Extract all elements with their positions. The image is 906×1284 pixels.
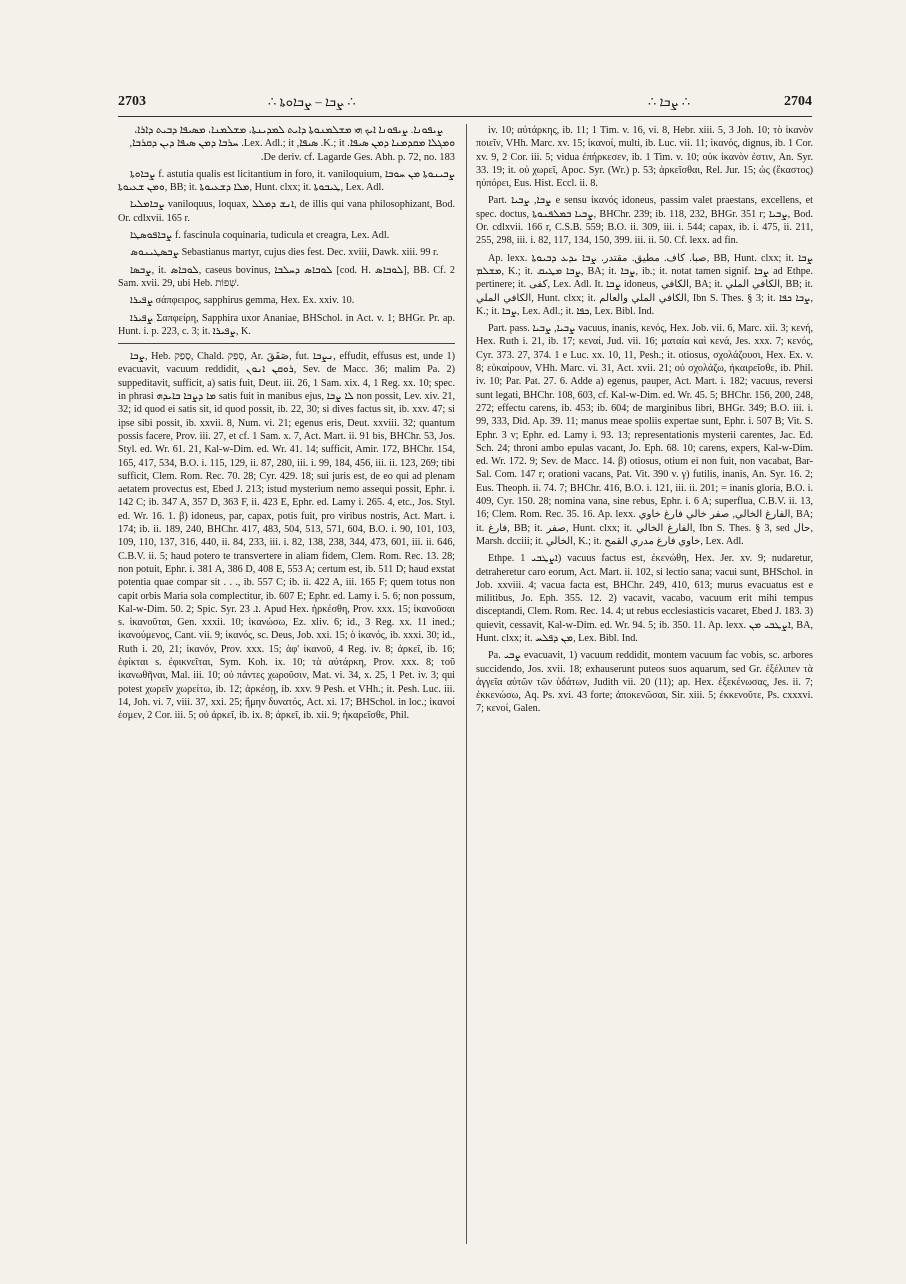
dictionary-entry: Ap. lexx. صبا. كاف. مطيق. مقتدر. ܨܒܐ ܝܕܥ ܕܒܝܘܬܐ, BB, Hunt. clxx; it. ܨܒܐ ܡܫܠܡ, K.; it. ܨܒܐ ܡܛܝܩ, BA; it. ܨܒܐ, ib.; it. notat tamen signif. ܨܒܐ ad Ethpe. pertinere; it. كفى, Lex. Adl. It. ܨܒܐ idoneus, الكافي, BA; it. الكافي الملي, BB; it. الكافي الملي, Hunt. clxx; it. الكافي الملي والعالم, Ibn S. Thes. § 3; it. ܨܒܐ ܟܦܐ, K.; it. ܨܒܐ, Lex. Adl.; it. ܟܦܐ, Lex. Bibl. Ind. [476,252,814,317]
dictionary-entry: Part. ܨܒܐ, ܨܒܝܐ e sensu ἱκανός idoneus, passim valet praestans, excellens, et spec. doctus, ܨܒܝܐ ܒܡܠܦܢܘܬܐ, BHChr. 239; ib. 118, 232, BHGr. 351 r; ܨܒܝܐ, Bod. Or. cdlxvii. 166 r, C.S.B. 559; B.O. ii. 309, iii. i. 544; capax, ib. i. 475, ii. 211, 255, 298, iii. i. 82, 117, 134, 150, 399. iii. ii. 50. Cf. lexx. ad fin. [476,195,814,247]
dictionary-entry: ܨܒܐ, Heb. סָפַק, Chald. סְפַק, Ar. صَفَقَ, fut. ܢܨܒܐ, effudit, effusus est, unde 1) evacuavit, vacuum reddidit, ܪܘܩܢ ܐܢܘܢ, Sev. de Macc. 36; malim Pa. 2) suppeditavit, sufficit, a) satis fuit, Deut. iii. 26, 1 Sam. xix. 4, 1 Reg. xx. 10; spec. in phrasi ܡܐ ܕܨܒܐ ܒܐܝܕܗ satis fuit in manibus ejus, ܠܐ ܨܒܐ non possit, Lev. xiv. 21, 32; id quod ei satis sit, id quod possit, ib. 22, 30; si dives factus sit, ib. xxv. 47; si ipse sibi possit, ib. xxvii. 8, Num. vi. 21; egenus eris, Deut. xxviii. 32; quantum possis facere, Prov. iii. 27, et cf. 1 Sam. x. 7, Act. Mart. ii. 91 bis, BHChr. 53, Jos. Styl. ed. Wr. 61. 21, Kal-w-Dim. ed. Wr. 41. 14; sufficit, Amir. 172, BHChr. 154, 165, 417, 534, B.O. i. 115, 129, ii. 87, 280, iii. i. 99, 184, 456, iii. ii. 123, 269; tibi sufficit, Clem. Rom. Rec. 70. 28; Cyr. 429. 18; sui juris est, de eo qui ad plenam aetatem provectus est, Ebed J. 213; istud mysterium nemo assequi possit, Ephr. i. 142 C; ib. 347 A, 357 D, 363 F, ii. 423 E, Ephr. ed. Lamy i. 265. 4, etc., Jos. Styl. ed. Wr. 16. 1. β) idoneus, par, capax, potis fuit, pro viribus nostris, Act. Mart. i. 174; ib. ii. 189, 240, BHChr. 417, 483, 504, 513, 571, 604, B.O. i. 90, 101, 103, 109, 110, 137, 316, 440, ii. 84, 233, iii. i. 82, 138, 238, 344, 473, 601, iii. ii. 646, C.B.V. ii. 5; haud potero te transvertere in aliam fidem, Clem. Rom. Rec. 13. 28; non potuit, Ephr. i. 381 A, 386 D, 408 E, 553 A; certum est, ib. 511 D; haud exstat potentia quae compar sit . . ., ib. 557 C; ib. ii. 422 A, iii. 165 F; quem totus non capit orbis Maria sola complectitur, ib. 607 E; Ephr. ed. Lamy i. 5. 6; non possum, Kal-w-Dim. 50. 2; Spic. Syr. ܐ. 23. Apud Hex. ἠρκέσθη, Prov. xxx. 15; ἱκανοῦσαι s. ἱκανοῦται, Gen. xxxii. 10; ἱκανώσω, Ez. xliv. 6; id., 3 Reg. xx. 11 ined.; ἱκανούμενος, Cant. vii. 9; ἱκανός, sc. Deus, Job. xxi. 15; ὁ ἱκανός, ib. xxxi. 30; id., Ruth i. 20, 21; ἱκανόν, Prov. xxx. 15; ἀφ' ἱκανοῦ, 4 Reg. iv. 8; ἀρκεῖ, ib. 16; ἐφίκται s. ἐφικνεῖται, Sym. Koh. ix. 10; τὰ αὐτάρκη, Prov. xxx. 8; τοῦ ἱκανωθῆναι, Mal. iii. 10; οὐ πάντες χωροῦσιν, Mat. vi. 34, x. 25, 1 Pet. iv. 3; qui potest χωρεῖν χωρείτω, ib. 12; ἀρκέσῃ, ib. xxv. 9 Pesh. et VHh.; it. Pesh. Luc. iii. 14, Joh. vi. 7, viii. 37, xxi. 25; ἤμην δυνατός, Act. xi. 17; BHSchol. in loc.; ἱκανοί ἐσμεν, 2 Cor. iii. 5; οὐ ἀρκεῖ, ib. ix. 8; ἀρκεῖ, ib. xii. 9; ἠκαρεῖσθε, Phil. [118,351,455,722]
running-head-left: ∴ ܨܒܐ – ܨܒܐܘܬܐ ∴ [268,94,356,109]
section-divider [118,343,455,344]
dictionary-entry: ܨܒܣܛܝܢܘܣ Sebastianus martyr, cujus dies fest. Dec. xviii, Dawk. xiii. 99 r. [130,247,439,259]
left-column [118,124,455,726]
dictionary-entry: Part. pass. ܨܒܝܐ, ܨܒܝܐ vacuus, inanis, κενός, Hex. Job. vii. 6, Marc. xii. 3; κενή, Hex. Ruth i. 21, ib. 17; κεναί, Jud. vii. 16; ματαία καὶ κενά, Jes. xxx. 7; κενός, Cyr. 373. 27, 374. 1 e Luc. xx. 10, 11, Pesh.; it. otiosus, σχολάζουσι, Hex. Ex. v. 8; εὐκαίρουν, VHh. Marc. vi. 31, Act. xvii. 21; οὐ σχολάζω, ἠκαιρεῖσθε, ib. Phil. iv. 10; Par. Pat. 27. 6. Adde a) egenus, pauper, Act. Mart. i. 182; vacuus, reversi sunt legati, BHChr. 108, 603, cf. Kal-w-Dim. ed. Wr. 45. 5; BHChr. 156, 200, 248, 272; effectu carens, ib. 453; ib. 604; de marginibus libri, BHGr. 349; B.O. iii. i. 99, 333, Did. Ap. 39. 11; manus meae spoliis expertae sunt, Ephr. i. 507 B; Vit. S. Ephr. 3 v; Ephr. ed. Lamy i. 93. 13; representationis mysterii carentes, Jac. Ed. Sch. 24; throni ambo epulas vacant, Jo. Eph. 68. 10; carens, expers, Kal-w-Dim. ed. Wr. 172. 9; Sev. de Macc. 14. β) otiosus, otium ei non fuit, non vacabat, Bar-Sal. Com. 147 r; orationi vacans, Pat. Vit. 390 v. γ) futilis, inanis, An. Syr. 16. 2; Eus. Theoph. ii. 74. 7; BHChr. 416, B.O. i. 121, iii. ii. 201; = inanis gloria, B.O. i. 409, Cyr. 150. 28; nomina vana, sine rebus, Ephr. i. 6 A; superflua, C.B.V. ii. 13, 16; Clem. Rom. Rec. 35. 16. Ap. lexx. الفارغ الخالي, صفر خالي فارغ خاوي, BA; it. فارغ, BB; it. صفر, Hunt. clxx; it. الفارغ الخالي, Ibn S. Thes. § 3, sed حال, Marsh. dcciii; it. الخالي, K.; it. خاوي فارغ مدري القمح, Lex. Adl. [476,323,814,547]
dictionary-entry: Pa. ܨܒܝ evacuavit, 1) vacuum reddidit, montem vacuum fac vobis, sc. arbores succidendo, Jos. xvii. 18; exhauserunt puteos suos aquarum, sed Gr. ἐξέλιπεν τὰ ἀγγεῖα αὐτῶν τῶν ὑδάτων, Judith vii. 20 (11); ap. Hex. ἐξεκένωσας, Jes. ii. 7; ἐκκενώσω, Aq. Ps. xvi. 43 forte; ἀποκενῶσαι, Sir. xiii. 5; ἐκκενοῦτε, Ps. cxxxvi. 7; κενοί, Galen. [476,650,813,715]
dictionary-entry: ܨܦܝܪܐ σάπφειρος, sapphirus gemma, Hex. Ex. xxiv. 10. [130,295,355,307]
dictionary-entry: Ethpe. ܐܨܛܒܝ 1) vacuus factus est, ἐκενώθη, Hex. Jer. xv. 9; nudaretur, detraheretur caro eorum, Act. Mart. ii. 102, si lectio sana; vacui sunt, BHSchol. in Job. xxviii. 4; vacua facta est, BHChr. 249, 410, 613; murus evacuatus est e militibus, Jo. Eph. 355. 12. 2) vacavit, vacabo, vacuum erit mihi tempus disceptandi, Clem. Rom. Rec. 14. 4; ut rebus ecclesiasticis vacaret, Ebed J. 183. 3) quievit, cessavit, Kal-w-Dim. ed. Wr. 94. 5; ib. 350. 11. Ap. lexx. ܐܨܛܒܝ ܡܢ, BA, Hunt. clxx; it. ܡܢ ܕܦܠܚ, Lex. Bibl. Ind. [476,553,814,644]
dictionary-entry: ܨܦܝܪܐ Σαπφείρη, Sapphira uxor Ananiae, BHSchol. in Act. v. 1; BHGr. Pr. ap. Hunt. i. p. 223, c. 3; it. ܨܦܝܪܐ, K. [118,312,455,337]
dictionary-entry: ܨܒܐܘܬܐ f. astutia qualis est licitantium in foro, it. vaniloquium, ܨܒܝܢܘܬܐ ܡܢ ܚܘܒܐ ܘܡܢ ܫܥܝܘܬܐ, BB; it. ܡܠܐ ܕܫܥܝܘܬܐ, Hunt. clxx; it. ܛܝܒܘܬܐ, Lex. Adl. [118,168,455,194]
page-number-right: 2704 [784,94,812,109]
dictionary-entry: ܨܝܦܘܢܐ. ܨܝܦܘܢܐ ܐܝܟ ܗܝ ܡܫܠܡܢܘܬܐ ܕܐܝܬ ܠܡܕܝܢܬܐ، ܡܫܠܡܢܐ، ܡܣܝܦܐ ܕܒܝܬ ܕܐܪܐ، ܘܡܓܠܐ ܡܩܕܡܢܐ ܕܡܢ ܣܝܦܐ. K.; it. ܣܝܦܐ, Lex. Adl.; it. ܚܪܒܐ ܕܡܢ ܣܝܦܐ ܕܝܢ ܕܩܪܒܐ, De deriv. cf. Lagarde Ges. Abh. p. 72, no. 183. [129,125,455,163]
header-rule [118,116,812,117]
dictionary-entry: ܨܒܐܦܘܣܛܐ f. fascinula coquinaria, tudicula et creagra, Lex. Adl. [130,230,390,242]
dictionary-entry: iv. 10; αὐτάρκης, ib. 11; 1 Tim. v. 16, vi. 8, Hebr. xiii. 5, 3 Joh. 10; τὸ ἱκανὸν ποιεῖν, VHh. Marc. xv. 15; ἱκανοί, multi, ib. Luc. vii. 11; ἱκανός, dignus, ib. 1 Cor. xv. 9, 2 Cor. iii. 5; vidua ἐπήρκεσεν, ib. 1 Tim. v. 10; οὐκ ἱκανὸν ἐστιν, An. Syr. 33. 19; it. οὐ χωρεῖ, Apoc. Syr. (Wr.) p. 53; ἀρκεῖσθαι, Rel. Jur. 15; ὡς (ἕκαστος) ηὐπόρει, Eus. Hist. Eccl. ii. 8. [476,125,813,190]
right-column [476,124,813,720]
page-number-left: 2703 [118,94,146,109]
dictionary-entry: ܨܒܣܐ, it. ܠܘܒܐܣ, caseus bovinus, ܠܘܒܐܣ ܕܚܠܒܐ [cod. H. ܠܘܒܐܣ], BB. Cf. 2 Sam. xvii. 29, ubi Heb. שְׁפוֹת. [118,264,455,289]
running-head-right: ∴ ܨܒܐ ∴ [648,94,691,109]
column-divider [466,124,467,1244]
dictionary-entry: ܨܒܐܡܠܝܐ vaniloquus, loquax, ܐܢܫ ܕܡܠܠ, de illis qui vana philosophizant, Bod. Or. cdlxvii. 165 r. [118,199,455,224]
page-header [118,94,812,118]
